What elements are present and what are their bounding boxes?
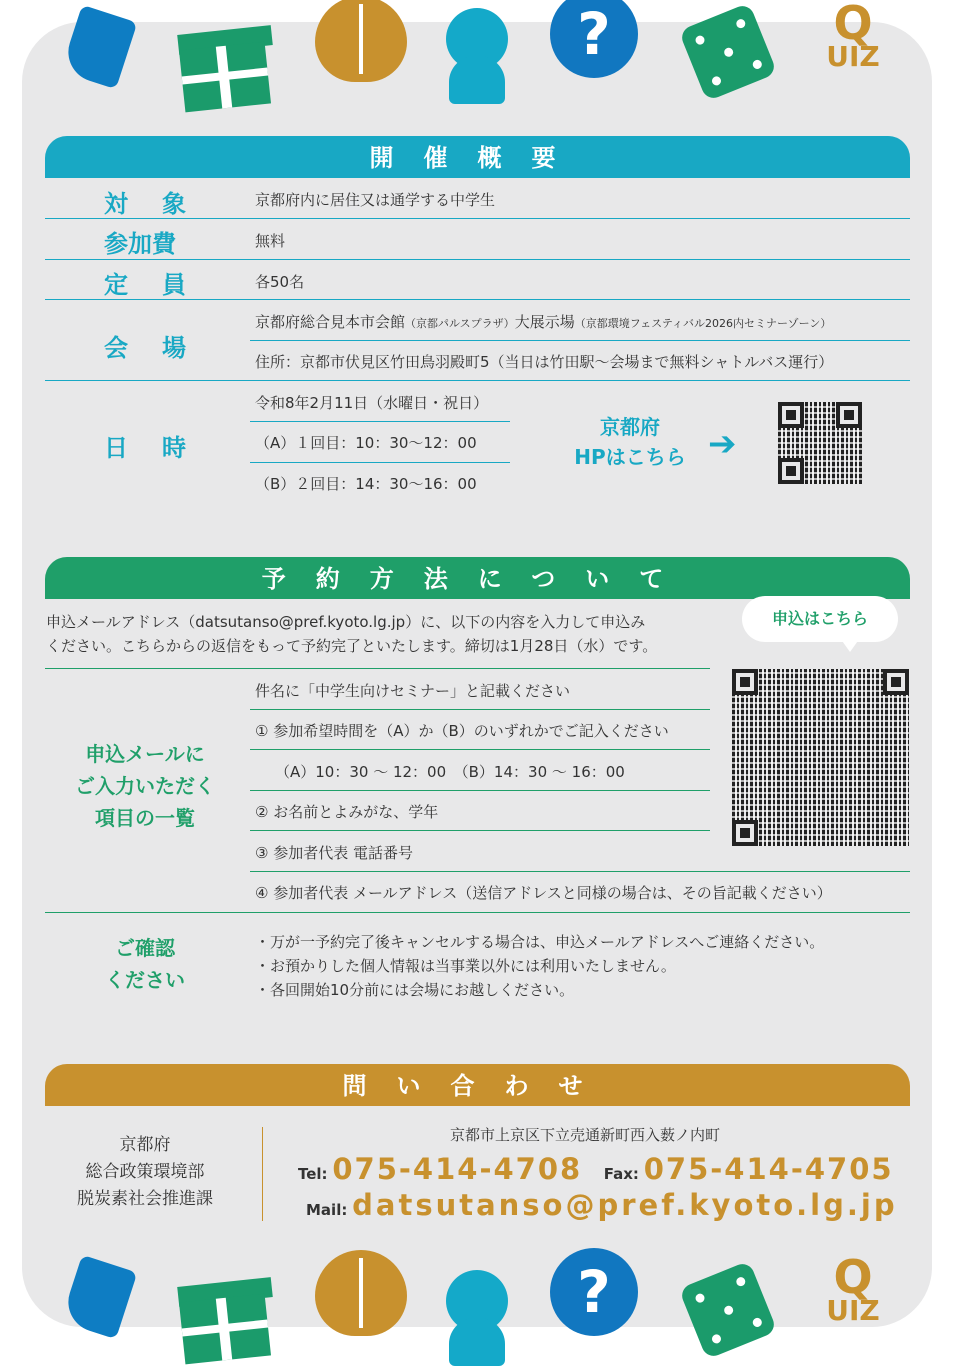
arrow-right-icon: ➔ xyxy=(708,424,737,464)
session-b: （B）２回目：14：30～16：00 xyxy=(255,475,477,493)
quiz-q: Q xyxy=(833,1250,873,1304)
mail-line xyxy=(306,1188,898,1222)
divider xyxy=(45,380,910,381)
note-arrival: ・各回開始10分前には会場にお越しください。 xyxy=(255,981,575,999)
apply-bubble: 申込はこちら xyxy=(742,596,898,642)
quiz-word: UIZ xyxy=(826,40,880,73)
hp-link-label xyxy=(560,412,700,472)
overview-header: 開催概要 xyxy=(45,136,910,178)
items-label-line2: ご入力いただく xyxy=(75,774,215,798)
tel-number[interactable]: 075-414-4708 xyxy=(332,1152,583,1186)
brain-icon xyxy=(315,1250,407,1336)
divider xyxy=(250,790,710,791)
brain-icon xyxy=(315,0,407,82)
divider xyxy=(45,259,910,260)
tel-label: Tel: xyxy=(298,1165,328,1183)
fax-label: Fax: xyxy=(603,1165,639,1183)
quiz-q: Q xyxy=(833,0,873,50)
items-label-line1: 申込メールに xyxy=(85,742,205,766)
divider xyxy=(250,462,510,463)
org-line1: 京都府 xyxy=(119,1135,171,1155)
gift-icon xyxy=(179,1294,271,1365)
note-cancel: ・万が一予約完了後キャンセルする場合は、申込メールアドレスへご連絡ください。 xyxy=(255,933,825,951)
mail-label: Mail: xyxy=(306,1201,348,1219)
mail-address[interactable]: datsutanso@pref.kyoto.lg.jp xyxy=(352,1188,898,1222)
fax-number: 075-414-4705 xyxy=(643,1152,894,1186)
item-name: ② お名前とよみがな、学年 xyxy=(255,803,439,821)
item-phone: ③ 参加者代表 電話番号 xyxy=(255,844,413,862)
contact-address: 京都市上京区下立売通新町西入薮ノ内町 xyxy=(449,1126,720,1144)
quiz-icon xyxy=(818,1250,888,1327)
venue-address: 住所：京都市伏見区竹田鳥羽殿町5（当日は竹田駅～会場まで無料シャトルバス運行） xyxy=(255,353,834,371)
divider xyxy=(250,830,710,831)
datetime-label: 日時 xyxy=(104,434,220,462)
capacity-value: 各50名 xyxy=(255,273,305,291)
venue-hall: 大展示場 xyxy=(514,313,575,331)
contact-header: 問い合わせ xyxy=(45,1064,910,1106)
venue-line1 xyxy=(255,311,831,332)
venue-alias: （京都パルスプラザ） xyxy=(405,317,515,330)
question-mark-icon: ? xyxy=(550,0,638,78)
apply-qr-code[interactable] xyxy=(732,669,909,846)
keyhole-base-icon xyxy=(449,56,505,104)
hp-link-line2: HPはこちら xyxy=(574,445,686,469)
confirm-label-line1: ご確認 xyxy=(115,936,175,960)
divider xyxy=(250,709,710,710)
divider xyxy=(45,299,910,300)
capacity-label: 定員 xyxy=(104,271,220,299)
divider xyxy=(45,668,710,669)
question-mark-icon: ? xyxy=(550,1248,638,1336)
event-date: 令和8年2月11日（水曜日・祝日） xyxy=(255,394,489,412)
item-subject: 件名に「中学生向けセミナー」と記載ください xyxy=(255,682,571,700)
keyhole-base-icon xyxy=(449,1318,505,1366)
org-line2: 総合政策環境部 xyxy=(85,1162,205,1182)
intro-line2: ください。こちらからの返信をもって予約完了といたします。締切は1月28日（水）です。 xyxy=(46,637,658,655)
divider xyxy=(45,218,910,219)
confirm-label-line2: ください xyxy=(105,968,185,992)
fee-value: 無料 xyxy=(255,232,286,250)
divider xyxy=(250,421,510,422)
items-label-line3: 項目の一覧 xyxy=(95,806,195,830)
divider xyxy=(250,340,910,341)
item-email: ④ 参加者代表 メールアドレス（送信アドレスと同様の場合は、その旨記載ください） xyxy=(255,884,832,902)
hp-link-line1: 京都府 xyxy=(600,415,660,439)
quiz-word: UIZ xyxy=(826,1294,880,1327)
venue-label: 会場 xyxy=(104,334,220,362)
venue-zone: （京都環境フェスティバル2026内セミナーゾーン） xyxy=(574,317,832,330)
quiz-icon xyxy=(818,0,888,73)
note-privacy: ・お預かりした個人情報は当事業以外には利用いたしません。 xyxy=(255,957,676,975)
divider xyxy=(250,749,710,750)
contact-org xyxy=(45,1132,245,1213)
confirm-label xyxy=(80,932,210,996)
target-value: 京都府内に居住又は通学する中学生 xyxy=(255,191,496,209)
bubble-tail xyxy=(840,638,860,652)
item-time: ① 参加希望時間を（A）か（B）のいずれかでご記入ください xyxy=(255,722,669,740)
divider xyxy=(250,871,910,872)
session-a: （A）１回目：10：30～12：00 xyxy=(255,434,477,452)
org-line3: 脱炭素社会推進課 xyxy=(77,1189,213,1209)
reservation-header: 予約方法について xyxy=(45,557,910,599)
intro-line1: 申込メールアドレス（datsutanso@pref.kyoto.lg.jp）に、以下の内容を入力して申込み xyxy=(46,613,646,631)
venue-name: 京都府総合見本市会館 xyxy=(255,313,406,331)
target-label: 対象 xyxy=(104,190,220,218)
divider xyxy=(45,912,910,913)
fee-label: 参加費 xyxy=(104,230,176,258)
hp-qr-code[interactable] xyxy=(778,402,862,484)
gift-icon xyxy=(179,42,271,113)
phone-line xyxy=(298,1152,894,1186)
item-time-options: （A）10：30 ～ 12：00 （B）14：30 ～ 16：00 xyxy=(275,763,625,781)
items-label xyxy=(50,738,240,834)
